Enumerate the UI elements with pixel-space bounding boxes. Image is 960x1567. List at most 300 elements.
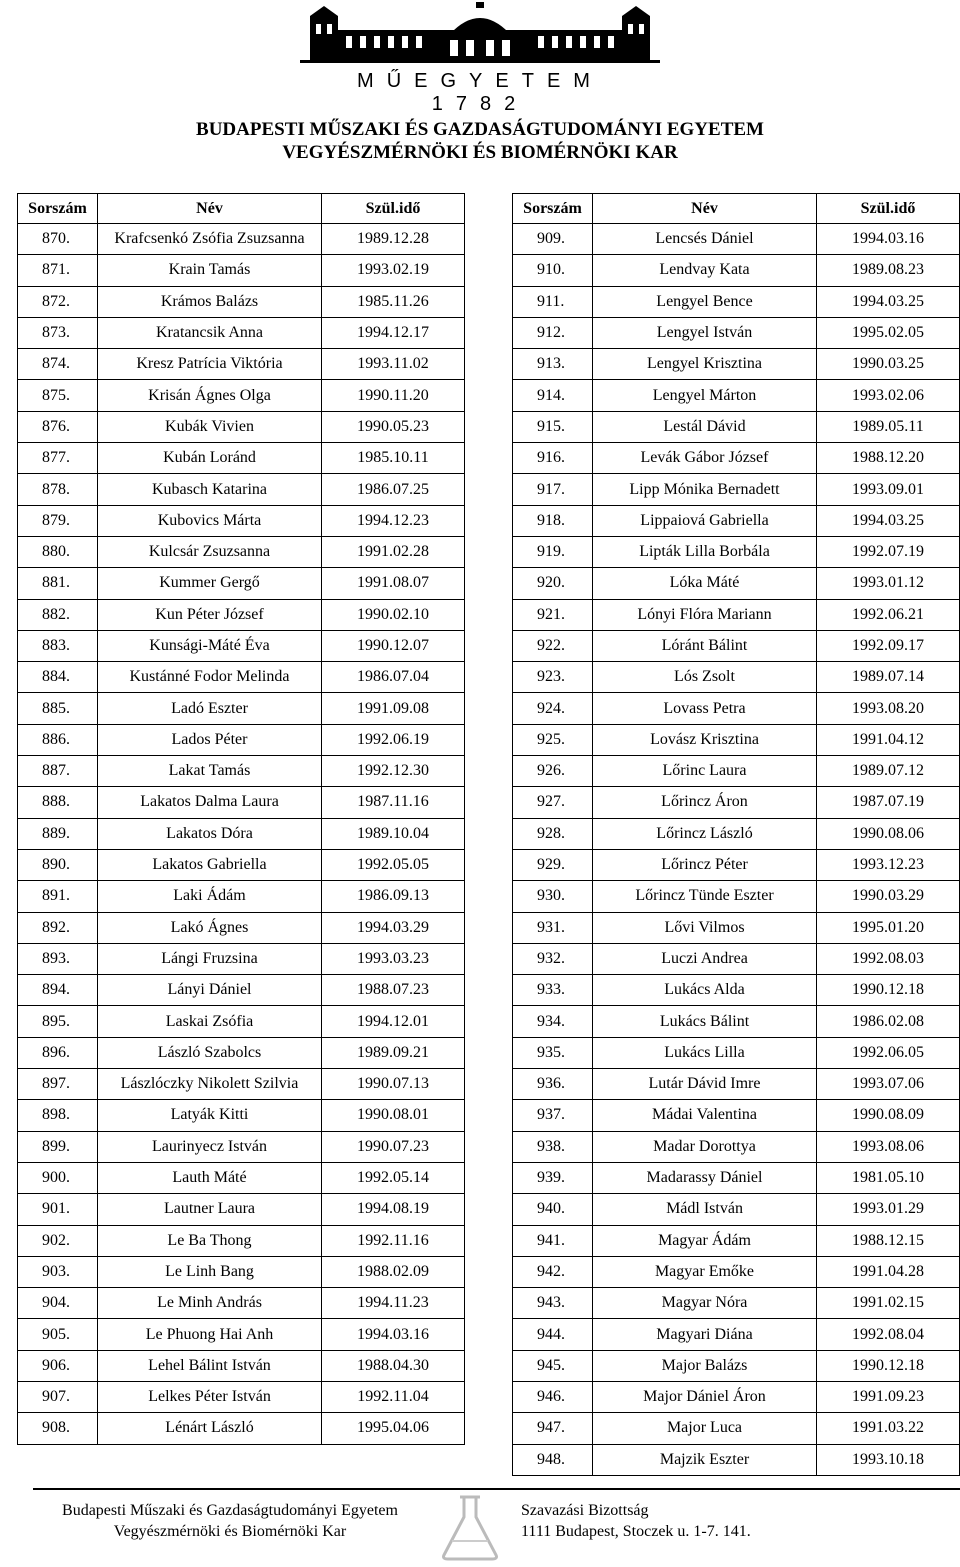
row-birthdate: 1994.08.19 bbox=[322, 1194, 465, 1225]
row-name: Lakó Ágnes bbox=[98, 912, 322, 943]
row-birthdate: 1992.06.21 bbox=[817, 599, 960, 630]
row-name: Lukács Bálint bbox=[593, 1006, 817, 1037]
row-birthdate: 1993.12.23 bbox=[817, 849, 960, 880]
table-row bbox=[513, 317, 960, 348]
row-birthdate: 1992.06.05 bbox=[817, 1037, 960, 1068]
row-number: 913. bbox=[513, 349, 593, 380]
footer-committee-name: Szavazási Bizottság bbox=[521, 1502, 649, 1519]
row-birthdate: 1990.08.01 bbox=[322, 1100, 465, 1131]
row-name: Lányi Dániel bbox=[98, 975, 322, 1006]
row-birthdate: 1993.10.18 bbox=[817, 1444, 960, 1475]
row-birthdate: 1992.12.30 bbox=[322, 756, 465, 787]
row-birthdate: 1990.07.13 bbox=[322, 1069, 465, 1100]
title-faculty: VEGYÉSZMÉRNÖKI ÉS BIOMÉRNÖKI KAR bbox=[282, 142, 678, 163]
row-name: Krisán Ágnes Olga bbox=[98, 380, 322, 411]
row-number: 879. bbox=[18, 505, 98, 536]
table-row bbox=[18, 411, 465, 442]
row-number: 886. bbox=[18, 724, 98, 755]
row-number: 937. bbox=[513, 1100, 593, 1131]
row-number: 872. bbox=[18, 286, 98, 317]
row-number: 939. bbox=[513, 1162, 593, 1193]
row-name: Lehel Bálint István bbox=[98, 1350, 322, 1381]
table-row bbox=[513, 380, 960, 411]
row-number: 911. bbox=[513, 286, 593, 317]
row-birthdate: 1993.01.12 bbox=[817, 568, 960, 599]
row-number: 871. bbox=[18, 255, 98, 286]
table-row bbox=[513, 536, 960, 567]
table-row bbox=[18, 1350, 465, 1381]
table-row bbox=[18, 1162, 465, 1193]
table-row bbox=[18, 943, 465, 974]
row-name: Mádai Valentina bbox=[593, 1100, 817, 1131]
table-row bbox=[18, 630, 465, 661]
row-name: László Szabolcs bbox=[98, 1037, 322, 1068]
row-number: 893. bbox=[18, 943, 98, 974]
table-row bbox=[18, 975, 465, 1006]
row-name: Lakatos Dalma Laura bbox=[98, 787, 322, 818]
row-number: 942. bbox=[513, 1256, 593, 1287]
row-name: Lencsés Dániel bbox=[593, 224, 817, 255]
row-name: Lestál Dávid bbox=[593, 411, 817, 442]
table-row bbox=[513, 1288, 960, 1319]
row-birthdate: 1988.12.20 bbox=[817, 443, 960, 474]
table-row bbox=[513, 1444, 960, 1475]
table-header-row bbox=[18, 194, 465, 224]
row-number: 946. bbox=[513, 1381, 593, 1412]
row-number: 945. bbox=[513, 1350, 593, 1381]
row-birthdate: 1990.03.29 bbox=[817, 881, 960, 912]
row-birthdate: 1993.07.06 bbox=[817, 1069, 960, 1100]
table-row bbox=[18, 1319, 465, 1350]
row-number: 883. bbox=[18, 630, 98, 661]
row-name: Lukács Lilla bbox=[593, 1037, 817, 1068]
row-name: Lipták Lilla Borbála bbox=[593, 536, 817, 567]
row-birthdate: 1990.05.23 bbox=[322, 411, 465, 442]
row-name: Major Luca bbox=[593, 1413, 817, 1444]
table-row bbox=[18, 1006, 465, 1037]
column-header-date: Szül.idő bbox=[817, 194, 960, 224]
table-row bbox=[18, 1131, 465, 1162]
row-birthdate: 1990.11.20 bbox=[322, 380, 465, 411]
row-name: Lénárt László bbox=[98, 1413, 322, 1444]
row-birthdate: 1985.11.26 bbox=[322, 286, 465, 317]
row-number: 932. bbox=[513, 943, 593, 974]
table-row bbox=[18, 568, 465, 599]
logo-text: MŰEGYETEM 1782 bbox=[357, 70, 603, 115]
row-number: 892. bbox=[18, 912, 98, 943]
title-university: BUDAPESTI MŰSZAKI ÉS GAZDASÁGTUDOMÁNYI EGYETEM bbox=[196, 119, 764, 140]
row-birthdate: 1993.09.01 bbox=[817, 474, 960, 505]
row-birthdate: 1987.11.16 bbox=[322, 787, 465, 818]
row-birthdate: 1988.04.30 bbox=[322, 1350, 465, 1381]
row-birthdate: 1981.05.10 bbox=[817, 1162, 960, 1193]
table-row bbox=[513, 787, 960, 818]
row-birthdate: 1989.07.12 bbox=[817, 756, 960, 787]
row-name: Krámos Balázs bbox=[98, 286, 322, 317]
table-row bbox=[513, 1100, 960, 1131]
row-birthdate: 1991.09.08 bbox=[322, 693, 465, 724]
row-birthdate: 1995.01.20 bbox=[817, 912, 960, 943]
row-number: 900. bbox=[18, 1162, 98, 1193]
row-number: 899. bbox=[18, 1131, 98, 1162]
row-number: 875. bbox=[18, 380, 98, 411]
row-name: Ladó Eszter bbox=[98, 693, 322, 724]
table-header-row bbox=[513, 194, 960, 224]
row-birthdate: 1993.03.23 bbox=[322, 943, 465, 974]
row-birthdate: 1992.08.03 bbox=[817, 943, 960, 974]
table-row bbox=[513, 599, 960, 630]
table-row bbox=[513, 975, 960, 1006]
table-row bbox=[513, 1194, 960, 1225]
table-row bbox=[18, 818, 465, 849]
row-birthdate: 1991.03.22 bbox=[817, 1413, 960, 1444]
row-name: Lakatos Dóra bbox=[98, 818, 322, 849]
table-row bbox=[513, 943, 960, 974]
row-birthdate: 1991.09.23 bbox=[817, 1381, 960, 1412]
row-name: Magyar Emőke bbox=[593, 1256, 817, 1287]
row-number: 895. bbox=[18, 1006, 98, 1037]
row-name: Le Minh András bbox=[98, 1288, 322, 1319]
row-name: Lónyi Flóra Mariann bbox=[593, 599, 817, 630]
row-number: 918. bbox=[513, 505, 593, 536]
row-number: 941. bbox=[513, 1225, 593, 1256]
table-row bbox=[513, 630, 960, 661]
row-name: Magyar Ádám bbox=[593, 1225, 817, 1256]
row-name: Major Balázs bbox=[593, 1350, 817, 1381]
row-number: 927. bbox=[513, 787, 593, 818]
row-number: 934. bbox=[513, 1006, 593, 1037]
row-name: Latyák Kitti bbox=[98, 1100, 322, 1131]
table-row bbox=[18, 724, 465, 755]
row-name: Laurinyecz István bbox=[98, 1131, 322, 1162]
row-number: 880. bbox=[18, 536, 98, 567]
row-birthdate: 1992.05.05 bbox=[322, 849, 465, 880]
row-number: 914. bbox=[513, 380, 593, 411]
row-birthdate: 1993.02.06 bbox=[817, 380, 960, 411]
row-number: 903. bbox=[18, 1256, 98, 1287]
row-name: Kubák Vivien bbox=[98, 411, 322, 442]
row-birthdate: 1995.02.05 bbox=[817, 317, 960, 348]
row-name: Majzik Eszter bbox=[593, 1444, 817, 1475]
table-row bbox=[513, 1225, 960, 1256]
row-name: Major Dániel Áron bbox=[593, 1381, 817, 1412]
row-name: Kubovics Márta bbox=[98, 505, 322, 536]
row-birthdate: 1989.10.04 bbox=[322, 818, 465, 849]
row-birthdate: 1993.08.20 bbox=[817, 693, 960, 724]
row-birthdate: 1991.08.07 bbox=[322, 568, 465, 599]
row-number: 923. bbox=[513, 662, 593, 693]
table-row bbox=[513, 474, 960, 505]
row-birthdate: 1989.05.11 bbox=[817, 411, 960, 442]
row-number: 947. bbox=[513, 1413, 593, 1444]
table-row bbox=[18, 1100, 465, 1131]
table-row bbox=[18, 787, 465, 818]
column-header-date: Szül.idő bbox=[322, 194, 465, 224]
row-birthdate: 1995.04.06 bbox=[322, 1413, 465, 1444]
table-row bbox=[513, 912, 960, 943]
row-number: 881. bbox=[18, 568, 98, 599]
row-name: Le Ba Thong bbox=[98, 1225, 322, 1256]
column-header-num: Sorszám bbox=[18, 194, 98, 224]
row-name: Levák Gábor József bbox=[593, 443, 817, 474]
row-birthdate: 1986.02.08 bbox=[817, 1006, 960, 1037]
row-number: 908. bbox=[18, 1413, 98, 1444]
row-birthdate: 1993.08.06 bbox=[817, 1131, 960, 1162]
column-header-name: Név bbox=[593, 194, 817, 224]
table-row bbox=[18, 349, 465, 380]
row-birthdate: 1990.03.25 bbox=[817, 349, 960, 380]
row-number: 896. bbox=[18, 1037, 98, 1068]
table-row bbox=[18, 1413, 465, 1444]
row-name: Laskai Zsófia bbox=[98, 1006, 322, 1037]
table-row bbox=[513, 505, 960, 536]
row-number: 924. bbox=[513, 693, 593, 724]
footer-institution bbox=[20, 1500, 440, 1542]
row-number: 919. bbox=[513, 536, 593, 567]
row-name: Lengyel Márton bbox=[593, 380, 817, 411]
row-number: 889. bbox=[18, 818, 98, 849]
table-row bbox=[18, 1381, 465, 1412]
table-row bbox=[18, 443, 465, 474]
row-birthdate: 1992.06.19 bbox=[322, 724, 465, 755]
table-row bbox=[18, 380, 465, 411]
row-name: Lipp Mónika Bernadett bbox=[593, 474, 817, 505]
row-birthdate: 1991.04.12 bbox=[817, 724, 960, 755]
row-number: 909. bbox=[513, 224, 593, 255]
row-name: Kratancsik Anna bbox=[98, 317, 322, 348]
row-number: 906. bbox=[18, 1350, 98, 1381]
table-row bbox=[18, 912, 465, 943]
row-name: Lovass Petra bbox=[593, 693, 817, 724]
row-number: 943. bbox=[513, 1288, 593, 1319]
row-name: Lővi Vilmos bbox=[593, 912, 817, 943]
row-number: 897. bbox=[18, 1069, 98, 1100]
row-number: 928. bbox=[513, 818, 593, 849]
row-birthdate: 1994.03.25 bbox=[817, 286, 960, 317]
row-birthdate: 1990.07.23 bbox=[322, 1131, 465, 1162]
row-birthdate: 1992.09.17 bbox=[817, 630, 960, 661]
row-name: Kun Péter József bbox=[98, 599, 322, 630]
table-row bbox=[18, 1194, 465, 1225]
row-name: Kresz Patrícia Viktória bbox=[98, 349, 322, 380]
table-row bbox=[18, 662, 465, 693]
row-number: 874. bbox=[18, 349, 98, 380]
row-number: 931. bbox=[513, 912, 593, 943]
table-row bbox=[18, 536, 465, 567]
row-name: Magyari Diána bbox=[593, 1319, 817, 1350]
row-number: 887. bbox=[18, 756, 98, 787]
row-name: Lendvay Kata bbox=[593, 255, 817, 286]
row-birthdate: 1992.11.16 bbox=[322, 1225, 465, 1256]
row-birthdate: 1993.01.29 bbox=[817, 1194, 960, 1225]
table-row bbox=[513, 1350, 960, 1381]
row-number: 873. bbox=[18, 317, 98, 348]
row-name: Lászlóczky Nikolett Szilvia bbox=[98, 1069, 322, 1100]
row-number: 948. bbox=[513, 1444, 593, 1475]
footer-university: Budapesti Műszaki és Gazdaságtudományi Egyetem bbox=[62, 1502, 398, 1519]
table-row bbox=[513, 1162, 960, 1193]
row-number: 925. bbox=[513, 724, 593, 755]
row-number: 902. bbox=[18, 1225, 98, 1256]
row-birthdate: 1993.11.02 bbox=[322, 349, 465, 380]
table-row bbox=[513, 349, 960, 380]
table-row bbox=[513, 1037, 960, 1068]
table-row bbox=[513, 255, 960, 286]
row-birthdate: 1992.05.14 bbox=[322, 1162, 465, 1193]
row-birthdate: 1994.11.23 bbox=[322, 1288, 465, 1319]
table-row bbox=[18, 881, 465, 912]
row-number: 915. bbox=[513, 411, 593, 442]
row-number: 944. bbox=[513, 1319, 593, 1350]
row-number: 929. bbox=[513, 849, 593, 880]
row-name: Lőrincz Tünde Eszter bbox=[593, 881, 817, 912]
row-name: Magyar Nóra bbox=[593, 1288, 817, 1319]
table-row bbox=[513, 1381, 960, 1412]
row-name: Lelkes Péter István bbox=[98, 1381, 322, 1412]
row-birthdate: 1987.07.19 bbox=[817, 787, 960, 818]
row-birthdate: 1989.12.28 bbox=[322, 224, 465, 255]
row-number: 891. bbox=[18, 881, 98, 912]
row-name: Lángi Fruzsina bbox=[98, 943, 322, 974]
row-number: 904. bbox=[18, 1288, 98, 1319]
row-name: Lippaiová Gabriella bbox=[593, 505, 817, 536]
university-building-icon bbox=[300, 0, 660, 70]
table-row bbox=[18, 286, 465, 317]
row-birthdate: 1986.09.13 bbox=[322, 881, 465, 912]
table-row bbox=[513, 818, 960, 849]
row-birthdate: 1992.11.04 bbox=[322, 1381, 465, 1412]
row-number: 938. bbox=[513, 1131, 593, 1162]
row-birthdate: 1986.07.25 bbox=[322, 474, 465, 505]
row-birthdate: 1991.04.28 bbox=[817, 1256, 960, 1287]
table-row bbox=[513, 1256, 960, 1287]
row-number: 930. bbox=[513, 881, 593, 912]
table-row bbox=[18, 1037, 465, 1068]
row-number: 912. bbox=[513, 317, 593, 348]
row-birthdate: 1990.02.10 bbox=[322, 599, 465, 630]
row-number: 922. bbox=[513, 630, 593, 661]
row-name: Kunsági-Máté Éva bbox=[98, 630, 322, 661]
row-name: Kubasch Katarina bbox=[98, 474, 322, 505]
row-name: Kubán Loránd bbox=[98, 443, 322, 474]
row-birthdate: 1990.12.07 bbox=[322, 630, 465, 661]
table-row bbox=[513, 411, 960, 442]
row-number: 885. bbox=[18, 693, 98, 724]
row-birthdate: 1991.02.28 bbox=[322, 536, 465, 567]
row-number: 878. bbox=[18, 474, 98, 505]
row-number: 870. bbox=[18, 224, 98, 255]
row-number: 884. bbox=[18, 662, 98, 693]
table-row bbox=[513, 286, 960, 317]
row-birthdate: 1994.03.16 bbox=[322, 1319, 465, 1350]
table-row bbox=[513, 224, 960, 255]
table-row bbox=[513, 568, 960, 599]
row-number: 916. bbox=[513, 443, 593, 474]
row-name: Kummer Gergő bbox=[98, 568, 322, 599]
row-name: Lőrincz Áron bbox=[593, 787, 817, 818]
row-birthdate: 1988.07.23 bbox=[322, 975, 465, 1006]
row-birthdate: 1990.08.09 bbox=[817, 1100, 960, 1131]
footer-committee bbox=[521, 1500, 941, 1542]
row-birthdate: 1994.12.17 bbox=[322, 317, 465, 348]
row-birthdate: 1994.12.23 bbox=[322, 505, 465, 536]
table-row bbox=[18, 1288, 465, 1319]
row-number: 901. bbox=[18, 1194, 98, 1225]
table-row bbox=[513, 662, 960, 693]
row-name: Laki Ádám bbox=[98, 881, 322, 912]
row-birthdate: 1992.07.19 bbox=[817, 536, 960, 567]
row-number: 888. bbox=[18, 787, 98, 818]
row-number: 898. bbox=[18, 1100, 98, 1131]
row-name: Madar Dorottya bbox=[593, 1131, 817, 1162]
table-row bbox=[18, 693, 465, 724]
table-row bbox=[513, 1006, 960, 1037]
row-number: 882. bbox=[18, 599, 98, 630]
row-name: Lukács Alda bbox=[593, 975, 817, 1006]
row-number: 894. bbox=[18, 975, 98, 1006]
table-row bbox=[18, 1225, 465, 1256]
row-number: 890. bbox=[18, 849, 98, 880]
row-name: Lakatos Gabriella bbox=[98, 849, 322, 880]
column-header-num: Sorszám bbox=[513, 194, 593, 224]
row-number: 920. bbox=[513, 568, 593, 599]
row-name: Le Phuong Hai Anh bbox=[98, 1319, 322, 1350]
document-title bbox=[0, 118, 960, 164]
row-birthdate: 1993.02.19 bbox=[322, 255, 465, 286]
row-birthdate: 1994.03.16 bbox=[817, 224, 960, 255]
row-birthdate: 1994.03.25 bbox=[817, 505, 960, 536]
right-register-table bbox=[512, 193, 960, 1476]
table-row bbox=[513, 724, 960, 755]
table-row bbox=[513, 1069, 960, 1100]
table-row bbox=[18, 224, 465, 255]
table-row bbox=[18, 1256, 465, 1287]
row-birthdate: 1989.09.21 bbox=[322, 1037, 465, 1068]
left-register-table bbox=[17, 193, 465, 1445]
table-row bbox=[18, 849, 465, 880]
university-logo bbox=[300, 0, 660, 115]
row-number: 910. bbox=[513, 255, 593, 286]
footer-divider bbox=[33, 1488, 960, 1490]
row-name: Lőrinc Laura bbox=[593, 756, 817, 787]
row-name: Krafcsenkó Zsófia Zsuzsanna bbox=[98, 224, 322, 255]
table-row bbox=[513, 1413, 960, 1444]
row-name: Lós Zsolt bbox=[593, 662, 817, 693]
row-birthdate: 1994.03.29 bbox=[322, 912, 465, 943]
row-birthdate: 1989.07.14 bbox=[817, 662, 960, 693]
flask-icon bbox=[438, 1493, 502, 1562]
row-name: Lengyel Bence bbox=[593, 286, 817, 317]
row-name: Madarassy Dániel bbox=[593, 1162, 817, 1193]
row-name: Lados Péter bbox=[98, 724, 322, 755]
footer-address: 1111 Budapest, Stoczek u. 1-7. 141. bbox=[521, 1523, 751, 1540]
row-name: Lutár Dávid Imre bbox=[593, 1069, 817, 1100]
table-row bbox=[513, 1131, 960, 1162]
row-birthdate: 1990.12.18 bbox=[817, 1350, 960, 1381]
row-number: 940. bbox=[513, 1194, 593, 1225]
row-number: 907. bbox=[18, 1381, 98, 1412]
row-birthdate: 1988.12.15 bbox=[817, 1225, 960, 1256]
row-number: 921. bbox=[513, 599, 593, 630]
row-birthdate: 1992.08.04 bbox=[817, 1319, 960, 1350]
row-name: Lóka Máté bbox=[593, 568, 817, 599]
table-row bbox=[18, 756, 465, 787]
row-birthdate: 1985.10.11 bbox=[322, 443, 465, 474]
table-row bbox=[513, 881, 960, 912]
row-number: 877. bbox=[18, 443, 98, 474]
row-name: Kulcsár Zsuzsanna bbox=[98, 536, 322, 567]
table-row bbox=[513, 849, 960, 880]
